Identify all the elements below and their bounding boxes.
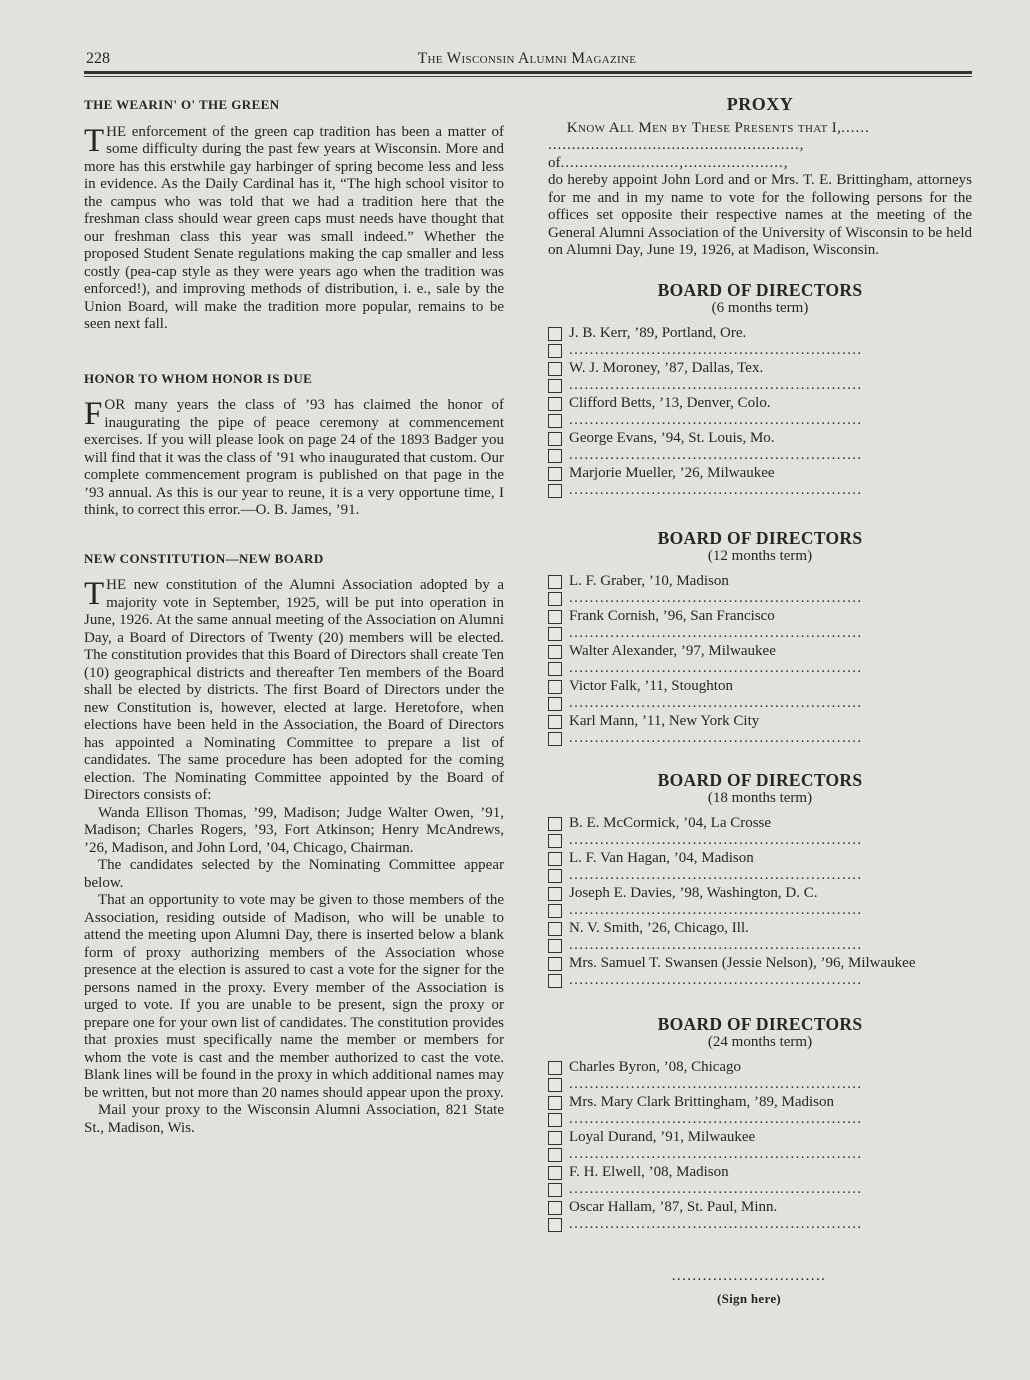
write-in-line[interactable]: .........................................................	[569, 660, 863, 676]
candidate-row	[548, 608, 972, 626]
candidate-row	[548, 325, 972, 343]
write-in-row	[548, 695, 972, 713]
write-in-checkbox[interactable]	[548, 974, 562, 988]
running-head	[84, 48, 970, 72]
write-in-checkbox[interactable]	[548, 627, 562, 641]
board-of-directors-3	[548, 770, 972, 990]
write-in-checkbox[interactable]	[548, 869, 562, 883]
candidate-row	[548, 850, 972, 868]
write-in-line[interactable]: .........................................................	[569, 447, 863, 463]
board-of-directors-2	[548, 528, 972, 748]
candidate-row	[548, 1059, 972, 1077]
candidate-row	[548, 1164, 972, 1182]
write-in-row	[548, 1111, 972, 1129]
write-in-checkbox[interactable]	[548, 1148, 562, 1162]
candidate-row	[548, 1094, 972, 1112]
write-in-line[interactable]: .........................................................	[569, 730, 863, 746]
write-in-checkbox[interactable]	[548, 1218, 562, 1232]
boards-container	[548, 280, 972, 1234]
write-in-checkbox[interactable]	[548, 904, 562, 918]
write-in-row	[548, 902, 972, 920]
candidate-name: Clifford Betts, ’13, Denver, Colo.	[569, 394, 771, 411]
article-paragraph: THE enforcement of the green cap tradition has been a matter of some difficulty during the past few years at Wisconsin. More and more has this erstwhile gay harbinger of spring become less and less in evidence. As the Daily Cardinal has it, “The high school visitor to the campus who was told that we had a tradition here that the freshman class should wear green caps must needs have thought that our freshman class this year was small indeed.” Whether the proposed Student Senate regulations making the cap smaller and less costly (pea-cap style as they were years ago when the tradition was enforced!), and improving methods of distribution, i. e., sale by the Union Board, will make the tradition more popular, remains to be seen next fall.	[84, 122, 504, 332]
vote-checkbox[interactable]	[548, 957, 562, 971]
vote-checkbox[interactable]	[548, 887, 562, 901]
vote-checkbox[interactable]	[548, 645, 562, 659]
candidate-row	[548, 955, 972, 973]
candidate-name: L. F. Graber, ’10, Madison	[569, 572, 729, 589]
article-new-constitution	[84, 550, 504, 1138]
candidate-name: Frank Cornish, ’96, San Francisco	[569, 607, 775, 624]
header-rule-thin	[84, 76, 972, 77]
vote-checkbox[interactable]	[548, 1096, 562, 1110]
write-in-row	[548, 730, 972, 748]
article-wearin-green	[84, 96, 504, 334]
candidate-name: B. E. McCormick, ’04, La Crosse	[569, 814, 772, 831]
article-title: THE WEARIN' O' THE GREEN	[84, 97, 280, 112]
write-in-line[interactable]: .........................................................	[569, 590, 863, 606]
write-in-checkbox[interactable]	[548, 484, 562, 498]
article-paragraph: Mail your proxy to the Wisconsin Alumni Association, 821 State St., Madison, Wis.	[84, 1102, 504, 1136]
article-title: NEW CONSTITUTION—NEW BOARD	[84, 550, 324, 566]
article-paragraph: Wanda Ellison Thomas, ’99, Madison; Judge Walter Owen, ’91, Madison; Charles Rogers, ’93, Fort Atkinson; Henry McAndrews, ’26, Madison, and John Lord, ’04, Chicago, Chairman.	[84, 804, 504, 856]
write-in-line[interactable]: .........................................................	[569, 412, 863, 428]
write-in-line[interactable]: .........................................................	[569, 1111, 863, 1127]
candidate-name: Mrs. Mary Clark Brittingham, ’89, Madison	[569, 1093, 834, 1110]
vote-checkbox[interactable]	[548, 1131, 562, 1145]
candidate-row	[548, 1199, 972, 1217]
write-in-row	[548, 1146, 972, 1164]
candidate-row	[548, 815, 972, 833]
write-in-row	[548, 937, 972, 955]
write-in-line[interactable]: .........................................................	[569, 1146, 863, 1162]
write-in-checkbox[interactable]	[548, 697, 562, 711]
write-in-row	[548, 1181, 972, 1199]
write-in-line[interactable]: .........................................................	[569, 1216, 863, 1232]
candidate-row	[548, 920, 972, 938]
candidate-name: Karl Mann, ’11, New York City	[569, 712, 760, 729]
left-column	[84, 96, 504, 1167]
candidate-name: Walter Alexander, ’97, Milwaukee	[569, 642, 776, 659]
vote-checkbox[interactable]	[548, 327, 562, 341]
candidate-name: Charles Byron, ’08, Chicago	[569, 1058, 742, 1075]
vote-checkbox[interactable]	[548, 610, 562, 624]
vote-checkbox[interactable]	[548, 1201, 562, 1215]
proxy-of-label: of	[548, 154, 561, 171]
write-in-checkbox[interactable]	[548, 379, 562, 393]
candidate-name: J. B. Kerr, ’89, Portland, Ore.	[569, 324, 747, 341]
write-in-line[interactable]: .........................................................	[569, 832, 863, 848]
candidate-name: Mrs. Samuel T. Swansen (Jessie Nelson), ’96, Milwaukee	[569, 954, 916, 971]
candidate-name: F. H. Elwell, ’08, Madison	[569, 1163, 729, 1180]
board-term: (12 months term)	[707, 547, 813, 564]
candidate-row	[548, 430, 972, 448]
vote-checkbox[interactable]	[548, 432, 562, 446]
write-in-row	[548, 412, 972, 430]
write-in-checkbox[interactable]	[548, 449, 562, 463]
candidate-name: Marjorie Mueller, ’26, Milwaukee	[569, 464, 775, 481]
write-in-checkbox[interactable]	[548, 344, 562, 358]
write-in-row	[548, 447, 972, 465]
candidate-row	[548, 885, 972, 903]
vote-checkbox[interactable]	[548, 362, 562, 376]
write-in-row	[548, 482, 972, 500]
article-title: HONOR TO WHOM HONOR IS DUE	[84, 370, 313, 386]
article-paragraph: The candidates selected by the Nominating Committee appear below.	[84, 857, 504, 891]
candidate-row	[548, 395, 972, 413]
vote-checkbox[interactable]	[548, 817, 562, 831]
proxy-address-line[interactable]: of.........................,.....................,	[548, 154, 789, 171]
candidate-row	[548, 713, 972, 731]
write-in-row	[548, 377, 972, 395]
write-in-row	[548, 1076, 972, 1094]
write-in-row	[548, 867, 972, 885]
board-title: BOARD OF DIRECTORS	[657, 769, 863, 790]
board-term: (24 months term)	[707, 1033, 813, 1050]
board-title: BOARD OF DIRECTORS	[657, 1013, 863, 1034]
article-honor	[84, 370, 504, 520]
write-in-checkbox[interactable]	[548, 1113, 562, 1127]
article-paragraph: That an opportunity to vote may be given to those members of the Association, residing outside of Madison, who will be unable to attend the meeting upon Alumni Day, there is inserted below a blank form of proxy authorizing members of the Association whose presence at the election is assured to cast a vote for the signer for the persons named in the proxy. Every member of the Association is urged to vote. If you are unable to be present, sign the proxy or prepare one for your own list of candidates. The constitution provides that proxies must specifically name the member or members for whom the vote is cast and the member authorized to cast the vote. Blank lines will be found in the proxy in which additional names may be written, but not more than 20 names should appear upon the proxy.	[84, 892, 504, 1101]
write-in-line[interactable]: .........................................................	[569, 937, 863, 953]
board-title: BOARD OF DIRECTORS	[657, 527, 863, 548]
vote-checkbox[interactable]	[548, 467, 562, 481]
article-paragraph: THE new constitution of the Alumni Association adopted by a majority vote in September, 1925, will be put into operation in June, 1926. At the same annual meeting of the Association on Alumni Day, a Board of Directors of Twenty (20) members will be elected. The constitution provides that this Board of Directors shall create Ten (10) geographical districts and thereafter Ten members of the Board shall be elected by districts. The first Board of Directors under the new Constitution is, however, elected at large. Heretofore, when elections have been held in the Association, the Board of Directors has appointed a Nominating Committee to prepare a list of candidates. The same procedure has been adopted for the coming election. The Nominating Committee appointed by the Board of Directors consists of:	[84, 576, 504, 803]
article-paragraph: FOR many years the class of ’93 has claimed the honor of inaugurating the pipe of peace ceremony at commencement exercises. If you will please look on page 24 of the 1893 Badger you will find that it was the class of ’91 who inaugurated that custom. Our complete commencement program is published on that page in the ’93 annual. As this is our year to reune, it is a very opportune time, I think, to correct this error.—O. B. James, ’91.	[84, 396, 504, 518]
vote-checkbox[interactable]	[548, 1061, 562, 1075]
write-in-line[interactable]: .........................................................	[569, 482, 863, 498]
write-in-row	[548, 342, 972, 360]
write-in-row	[548, 590, 972, 608]
write-in-row	[548, 660, 972, 678]
write-in-line[interactable]: .........................................................	[569, 1181, 863, 1197]
write-in-checkbox[interactable]	[548, 592, 562, 606]
candidate-name: Joseph E. Davies, ’98, Washington, D. C.	[569, 884, 818, 901]
write-in-line[interactable]: .........................................................	[569, 902, 863, 918]
candidate-name: Oscar Hallam, ’87, St. Paul, Minn.	[569, 1198, 778, 1215]
proxy-body: do hereby appoint John Lord and or Mrs. T. E. Brittingham, attorneys for me and in my name to vote for the following persons for the offices set opposite their respective names at the meeting of the General Alumni Association of the University of Wisconsin to be held on Alumni Day, June 19, 1926, at Madison, Wisconsin.	[548, 172, 972, 258]
board-of-directors-4	[548, 1014, 972, 1234]
write-in-checkbox[interactable]	[548, 662, 562, 676]
vote-checkbox[interactable]	[548, 680, 562, 694]
vote-checkbox[interactable]	[548, 575, 562, 589]
board-title: BOARD OF DIRECTORS	[657, 279, 863, 300]
magazine-title: The Wisconsin Alumni Magazine	[417, 50, 637, 67]
write-in-line[interactable]: .........................................................	[569, 342, 863, 358]
signature-line[interactable]: ..............................	[671, 1268, 827, 1284]
candidate-row	[548, 360, 972, 378]
write-in-checkbox[interactable]	[548, 732, 562, 746]
write-in-line[interactable]: .........................................................	[569, 1076, 863, 1092]
candidate-name: Loyal Durand, ’91, Milwaukee	[569, 1128, 756, 1145]
signature-area	[634, 1268, 864, 1307]
board-term: (6 months term)	[711, 299, 809, 316]
write-in-checkbox[interactable]	[548, 834, 562, 848]
proxy-name-line[interactable]: .....................................................,	[548, 137, 805, 153]
candidate-row	[548, 573, 972, 591]
write-in-row	[548, 1216, 972, 1234]
write-in-line[interactable]: .........................................................	[569, 867, 863, 883]
write-in-row	[548, 625, 972, 643]
candidate-row	[548, 643, 972, 661]
candidate-name: N. V. Smith, ’26, Chicago, Ill.	[569, 919, 749, 936]
candidate-name: W. J. Moroney, ’87, Dallas, Tex.	[569, 359, 764, 376]
sign-here-label: (Sign here)	[716, 1291, 782, 1306]
proxy-title: PROXY	[726, 94, 794, 114]
vote-checkbox[interactable]	[548, 715, 562, 729]
candidate-row	[548, 1129, 972, 1147]
write-in-line[interactable]: .........................................................	[569, 972, 863, 988]
write-in-row	[548, 972, 972, 990]
proxy-form	[548, 96, 972, 1234]
vote-checkbox[interactable]	[548, 922, 562, 936]
proxy-intro-line: Know All Men by These Presents that I,......	[566, 119, 870, 136]
proxy-intro: Know All Men by These Presents that I,	[566, 119, 842, 136]
write-in-checkbox[interactable]	[548, 414, 562, 428]
vote-checkbox[interactable]	[548, 852, 562, 866]
candidate-name: L. F. Van Hagan, ’04, Madison	[569, 849, 754, 866]
candidate-name: George Evans, ’94, St. Louis, Mo.	[569, 429, 775, 446]
write-in-row	[548, 832, 972, 850]
write-in-checkbox[interactable]	[548, 1183, 562, 1197]
write-in-line[interactable]: .........................................................	[569, 377, 863, 393]
board-of-directors-1	[548, 280, 972, 500]
page-number: 228	[86, 50, 110, 67]
write-in-line[interactable]: .........................................................	[569, 625, 863, 641]
write-in-checkbox[interactable]	[548, 939, 562, 953]
write-in-checkbox[interactable]	[548, 1078, 562, 1092]
candidate-row	[548, 465, 972, 483]
vote-checkbox[interactable]	[548, 397, 562, 411]
vote-checkbox[interactable]	[548, 1166, 562, 1180]
board-term: (18 months term)	[707, 789, 813, 806]
header-rule-thick	[84, 71, 972, 74]
write-in-line[interactable]: .........................................................	[569, 695, 863, 711]
candidate-row	[548, 678, 972, 696]
candidate-name: Victor Falk, ’11, Stoughton	[569, 677, 733, 694]
